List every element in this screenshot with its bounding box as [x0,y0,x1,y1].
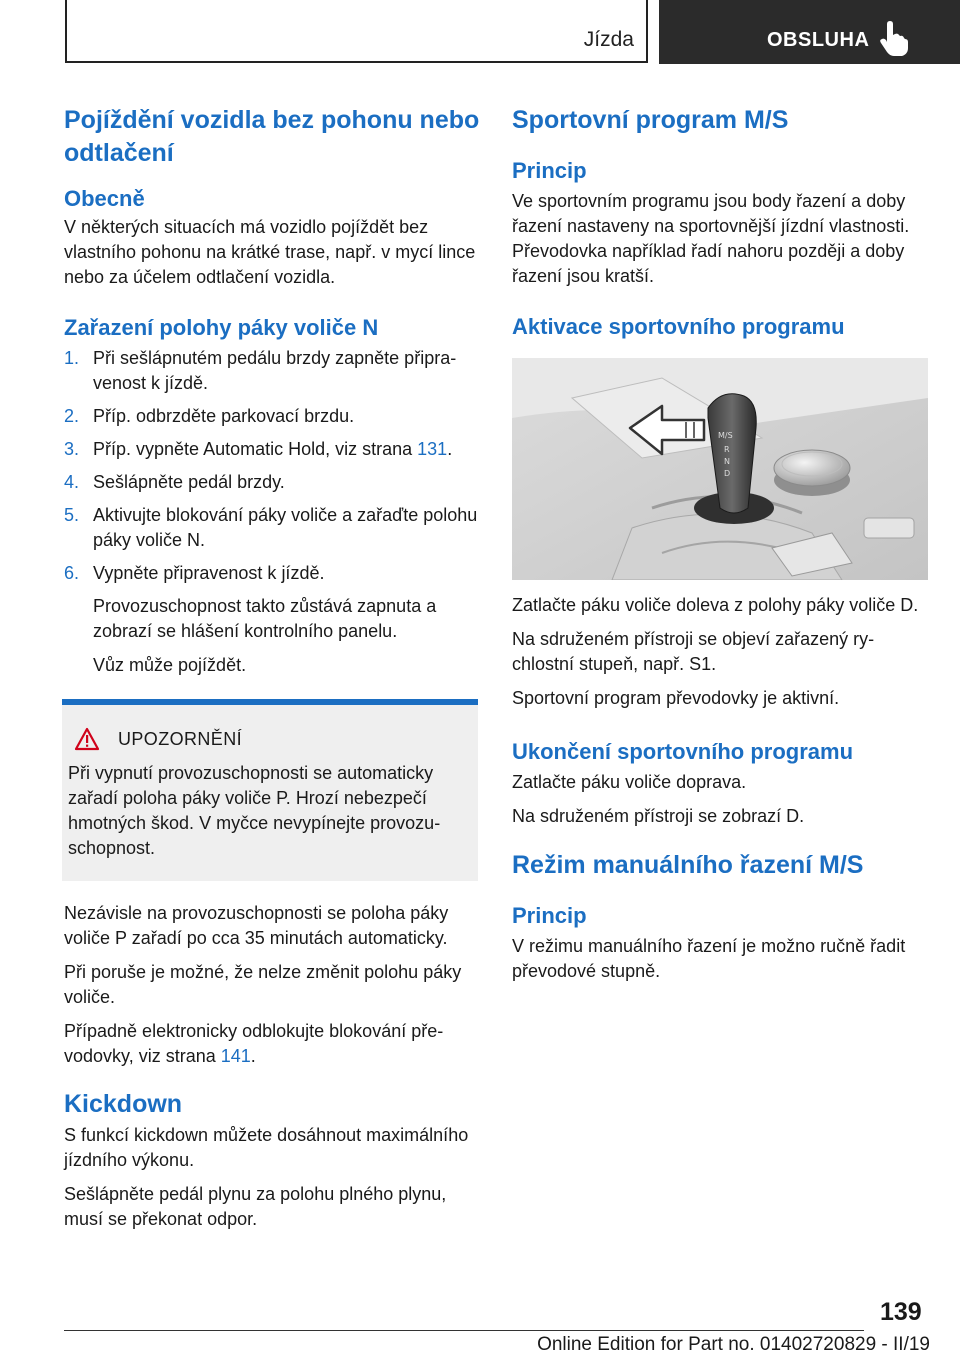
page-link-141[interactable]: 141 [220,1046,251,1066]
kickdown-text-2: Sešlápněte pedál plynu za polohu plného plynu, musí se překonat odpor. [64,1184,447,1229]
hand-pointer-icon [877,20,909,56]
heading-select-n: Zařazení polohy páky voliče N [64,315,379,340]
warning-triangle-icon [74,727,100,751]
step-number: 5. [64,505,80,525]
svg-text:D: D [724,469,731,478]
steps-list [64,346,482,586]
step-number: 2. [64,406,80,426]
end-text-2: Na sdruženém přístroji se zobrazí D. [512,806,805,826]
list-item [64,346,482,396]
heading-end-sport: Ukončení sportovního programu [512,739,854,764]
warning-box [62,699,478,881]
right-column [512,100,930,984]
step-number: 1. [64,348,80,368]
footer-edition: Online Edition for Part no. 01402720829 - II/19 [537,1334,930,1355]
end-text-1: Zatlačte páku voliče doprava. [512,772,747,792]
svg-text:R: R [724,445,730,454]
step-suffix: . [447,439,453,459]
left-column [64,100,482,1232]
step6-note-2: Vůz může pojíždět. [93,655,247,675]
step-text: Sešlápněte pedál brzdy. [93,472,285,492]
list-item [64,437,482,462]
warning-text: Při vypnutí provozuschopnosti se automaticky zařadí poloha páky voliče P. Hrozí nebezpečí hmotných škod. V myčce nevypínejte provozuschopnost. [68,763,441,858]
section-title: Jízda [583,28,634,51]
svg-text:N: N [724,457,730,466]
section-title-sport: Sportovní program M/S [512,106,789,134]
unlock-text-suffix: . [250,1046,256,1066]
activate-text-3: Sportovní program převodovky je aktivní. [512,688,840,708]
warning-title-row [68,729,470,755]
lever-p-auto-text: Nezávisle na provozuschopnosti se poloha páky voliče P zařadí po cca 35 minutách automaticky. [64,903,449,948]
unlock-text [64,1019,482,1069]
page-number: 139 [880,1298,922,1326]
step6-note-1: Provozuschopnost takto zůstává zapnuta a zobrazí se hlášení kontrolního panelu. [93,596,437,641]
footer-divider [64,1330,864,1331]
step-number: 6. [64,563,80,583]
list-item [64,404,482,429]
svg-text:M/S: M/S [718,431,733,440]
page-link-131[interactable]: 131 [417,439,448,459]
heading-activate-sport: Aktivace sportovního programu [512,314,845,339]
principle-text: Ve sportovním programu jsou body řazení a doby řazení nastaveny na sportovnější jízdní vlastnosti. Převodovka například řadí nahoru později a doby řazení jsou kratší. [512,191,910,286]
activate-text-2: Na sdruženém přístroji se objeví zařazený rychlostní stupeň, např. S1. [512,629,875,674]
gear-selector-photo [512,358,928,580]
step-text: Příp. odbrzděte parkovací brzdu. [93,406,355,426]
step-text: Vypněte připravenost k jízdě. [93,563,325,583]
list-item [64,561,482,586]
heading-general: Obecně [64,186,145,211]
unlock-text-body: Případně elektronicky odblokujte blokování převodovky, viz strana [64,1021,444,1066]
general-text: V některých situacích má vozidlo pojíždět bez vlastního pohonu na krátké trase, např. v mycí lince nebo za účelem odtlačení vozidla. [64,217,476,287]
warning-title: UPOZORNĚNÍ [118,729,243,749]
chapter-tab-label: OBSLUHA [767,29,870,51]
malfunction-text: Při poruše je možné, že nelze změnit polohu páky voliče. [64,962,462,1007]
heading-kickdown: Kickdown [64,1090,183,1118]
header-frame [65,0,648,63]
list-item [64,503,482,553]
list-item [64,470,482,495]
heading-manual-principle: Princip [512,903,587,928]
step-number: 3. [64,439,80,459]
activate-text-1: Zatlačte páku voliče doleva z polohy páky voliče D. [512,595,919,615]
section-title-pushing: Pojíždění vozidla bez pohonu nebo odtlačení [64,106,480,167]
step-text: Příp. vypněte Automatic Hold, viz strana [93,439,418,459]
step-number: 4. [64,472,80,492]
chapter-tab[interactable] [659,0,960,64]
step-text: Aktivujte blokování páky voliče a zařaďte polohu páky voliče N. [93,505,478,550]
step-text: Při sešlápnutém pedálu brzdy zapněte připravenost k jízdě. [93,348,457,393]
section-title-manual: Režim manuálního řazení M/S [512,851,864,879]
heading-principle: Princip [512,158,587,183]
kickdown-text-1: S funkcí kickdown můžete dosáhnout maximálního jízdního výkonu. [64,1125,469,1170]
manual-principle-text: V režimu manuálního řazení je možno ručně řadit převodové stupně. [512,936,906,981]
